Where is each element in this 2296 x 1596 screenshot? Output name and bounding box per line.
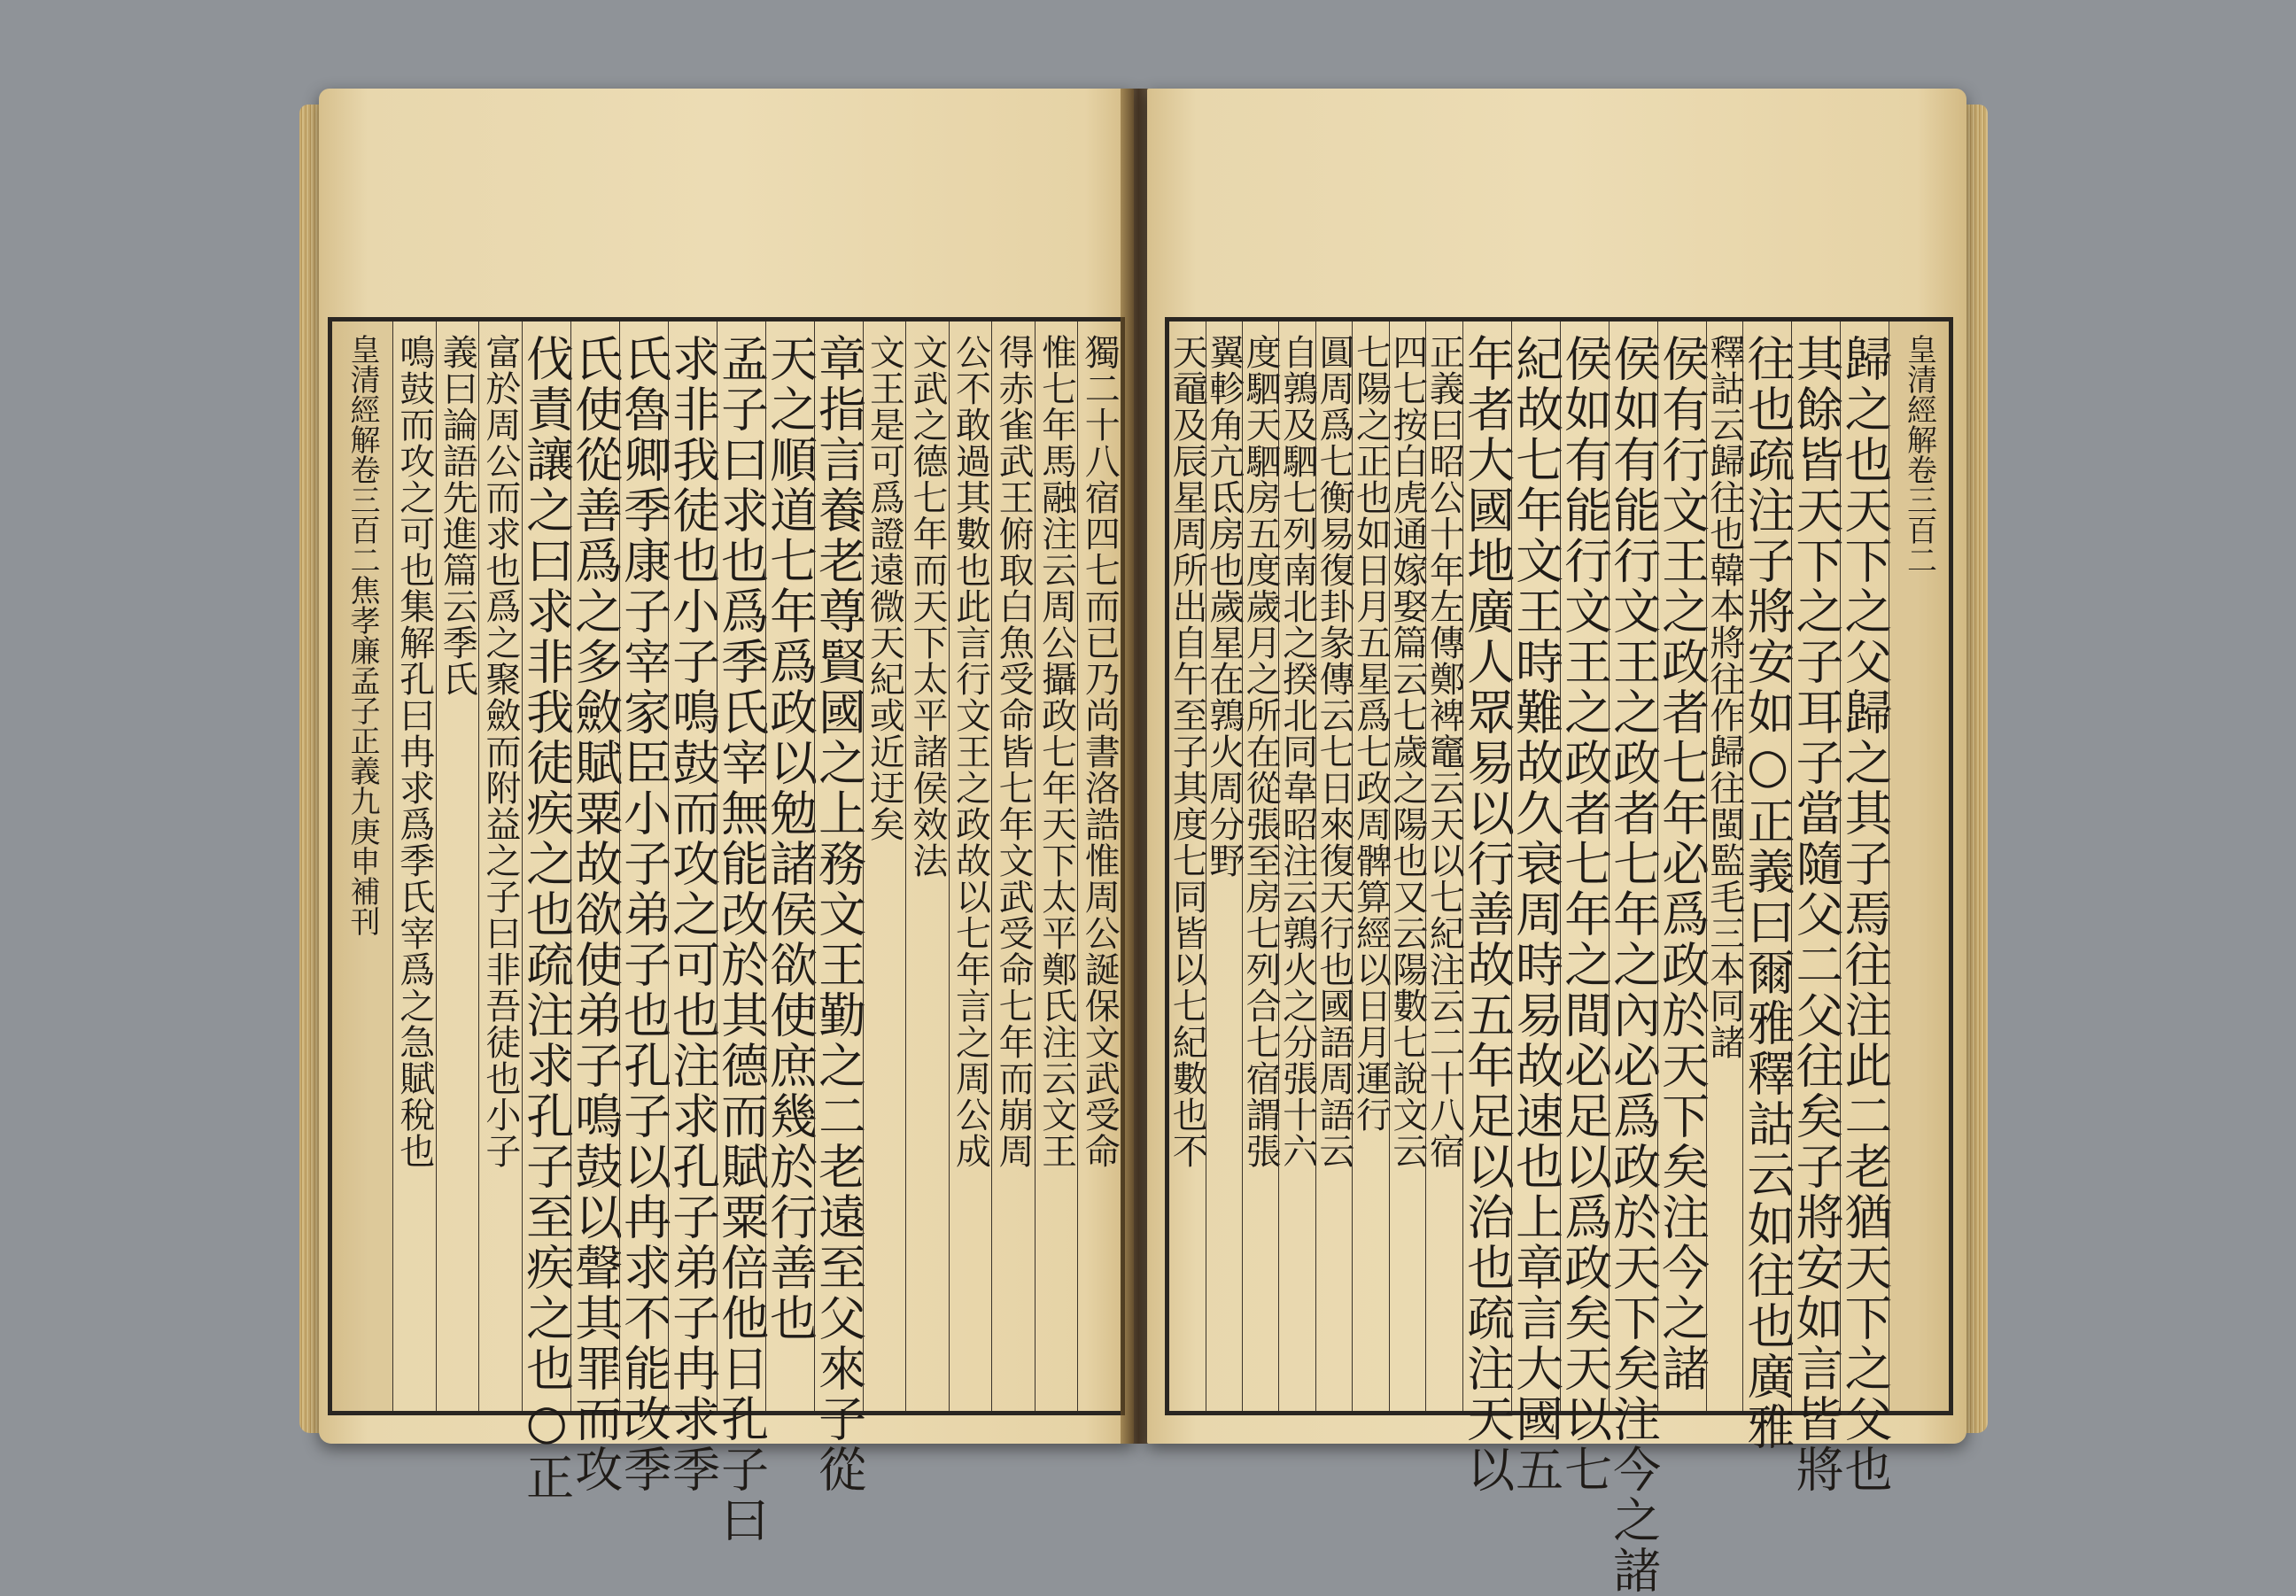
text-column <box>1508 322 1564 1495</box>
column-text: 度駟天駟房五度歲月之所在從張至房七列合七宿謂張 <box>1240 334 1282 1169</box>
edition-label: 庚申補刊 <box>344 816 380 936</box>
text-column <box>811 322 867 1495</box>
text-column <box>392 322 436 1411</box>
text-column <box>991 322 1035 1411</box>
column-text: 氏使從善爲之多斂賦粟故欲使弟子鳴鼓以聲其罪而攻 <box>567 334 624 1495</box>
column-text: 圓周爲七衡易復卦彖傳云七日來復天行也國語周語云 <box>1314 334 1355 1169</box>
column-text: 侯如有能行文王之政者七年之間必足以爲政矣天以七 <box>1556 334 1613 1495</box>
text-column <box>762 322 818 1411</box>
text-column <box>1788 322 1844 1495</box>
text-column <box>905 322 949 1411</box>
center-column <box>332 322 392 1411</box>
column-text: 伐責讓之曰求非我徒疾之也疏注求孔子至疾之也○正 <box>518 334 575 1503</box>
page-number: 九 <box>344 786 380 816</box>
text-column <box>1556 322 1613 1495</box>
book-title: 皇清經解 <box>344 334 380 454</box>
text-column <box>1240 322 1282 1411</box>
column-text: 天黿及辰星周所出自午至子其度七同皆以七紀數也不 <box>1167 334 1208 1169</box>
center-column-text <box>1901 334 1937 1411</box>
text-column <box>518 322 575 1503</box>
column-text: 章指言養老尊賢國之上務文王勤之二老遠至父來子從 <box>811 334 867 1495</box>
volume-label: 卷三百二 <box>1901 454 1937 575</box>
center-column <box>1889 322 1949 1411</box>
column-text: 義曰論語先進篇云季氏 <box>437 334 478 697</box>
column-text: 往也疏注子將安如○正義曰爾雅釋詁云如往也廣雅 <box>1740 334 1796 1453</box>
column-text: 其餘皆天下之子耳子當隨父二父往矣子將安如言皆將 <box>1788 334 1844 1495</box>
open-book <box>319 89 1966 1596</box>
column-text: 七陽之正也如日月五星爲七政周髀算經以日月運行 <box>1350 334 1392 1133</box>
author-label: 焦孝廉孟子正義 <box>344 575 380 786</box>
column-text: 鳴鼓而攻之可也集解孔曰冉求爲季氏宰爲之急賦稅也 <box>393 334 435 1169</box>
text-column <box>1386 322 1428 1411</box>
text-column <box>863 322 906 1411</box>
text-column <box>567 322 624 1495</box>
text-column <box>1167 322 1208 1411</box>
text-column <box>1459 322 1516 1495</box>
text-column <box>1314 322 1355 1411</box>
column-text: 翼軫角亢氐房也歲星在鶉火周分野 <box>1203 334 1245 879</box>
text-column <box>949 322 992 1411</box>
text-column <box>1423 322 1465 1411</box>
column-text: 富於周公而求也爲之聚斂而附益之子曰非吾徒也小子 <box>479 334 521 1169</box>
column-text: 求非我徒也小子鳴鼓而攻之可也注求孔子弟子冉求季 <box>664 334 721 1495</box>
text-column <box>1703 322 1745 1411</box>
column-text: 氏魯卿季康子宰家臣小子弟子也孔子以冉求不能改季 <box>616 334 672 1495</box>
column-text: 自鶉及駟七列南北之揆北同韋昭注云鶉火之分張十六 <box>1276 334 1318 1169</box>
text-column <box>478 322 522 1411</box>
text-column <box>1350 322 1392 1411</box>
right-page-text-frame <box>1165 317 1953 1596</box>
text-column <box>1605 322 1662 1596</box>
column-text: 天之順道七年爲政以勉諸侯欲使庶幾於行善也 <box>762 334 818 1344</box>
column-text: 惟七年馬融注云周公攝政七年天下太平鄭氏注云文王 <box>1036 334 1077 1169</box>
text-column <box>436 322 479 1411</box>
left-page <box>319 89 1134 1546</box>
column-text: 侯有行文王之政者七年必爲政於天下矣注今之諸 <box>1654 334 1710 1394</box>
text-column <box>1035 322 1078 1411</box>
text-column <box>713 322 770 1546</box>
column-text: 文武之德七年而天下太平諸侯效法 <box>906 334 948 879</box>
book-title: 皇清經解 <box>1901 334 1937 454</box>
text-column <box>1740 322 1796 1453</box>
left-page-text-frame <box>328 317 1125 1546</box>
column-text: 釋詁云歸往也韓本將往作歸往閩監毛三本同諸 <box>1703 334 1745 1060</box>
text-column <box>1077 322 1121 1411</box>
text-column <box>1203 322 1245 1411</box>
column-text: 紀故七年文王時難故久衰周時易故速也上章言大國五 <box>1508 334 1564 1495</box>
column-text: 侯如有能行文王之政者七年之內必爲政於天下矣注今之諸 <box>1605 334 1662 1596</box>
volume-label: 卷三百二 <box>344 454 380 575</box>
text-column <box>1276 322 1318 1411</box>
text-column <box>1837 322 1893 1495</box>
center-column-text <box>344 334 380 1411</box>
text-column <box>1654 322 1710 1411</box>
column-text: 年者大國地廣人眾易以行善故五年足以治也疏注天以 <box>1459 334 1516 1495</box>
column-text: 得赤雀武王俯取白魚受命皆七年文武受命七年而崩周 <box>993 334 1035 1169</box>
column-text: 文王是可爲證遠微天紀或近迂矣 <box>864 334 905 842</box>
right-page <box>1147 89 1966 1596</box>
text-column <box>616 322 672 1495</box>
column-text: 歸之也天下之父歸之其子焉往注此二老猶天下之父也 <box>1837 334 1893 1495</box>
column-text: 四七按白虎通嫁娶篇云七歲之陽也又云陽數七說文云 <box>1386 334 1428 1169</box>
column-text: 孟子曰求也爲季氏宰無能改於其德而賦粟倍他日孔子曰 <box>713 334 770 1546</box>
column-text: 獨二十八宿四七而已乃尚書洛誥惟周公誕保文武受命 <box>1079 334 1121 1169</box>
column-text: 公不敢過其數也此言行文王之政故以七年言之周公成 <box>950 334 991 1169</box>
text-column <box>664 322 721 1495</box>
column-text: 正義曰昭公十年左傳鄭裨竈云天以七紀注云二十八宿 <box>1423 334 1465 1169</box>
